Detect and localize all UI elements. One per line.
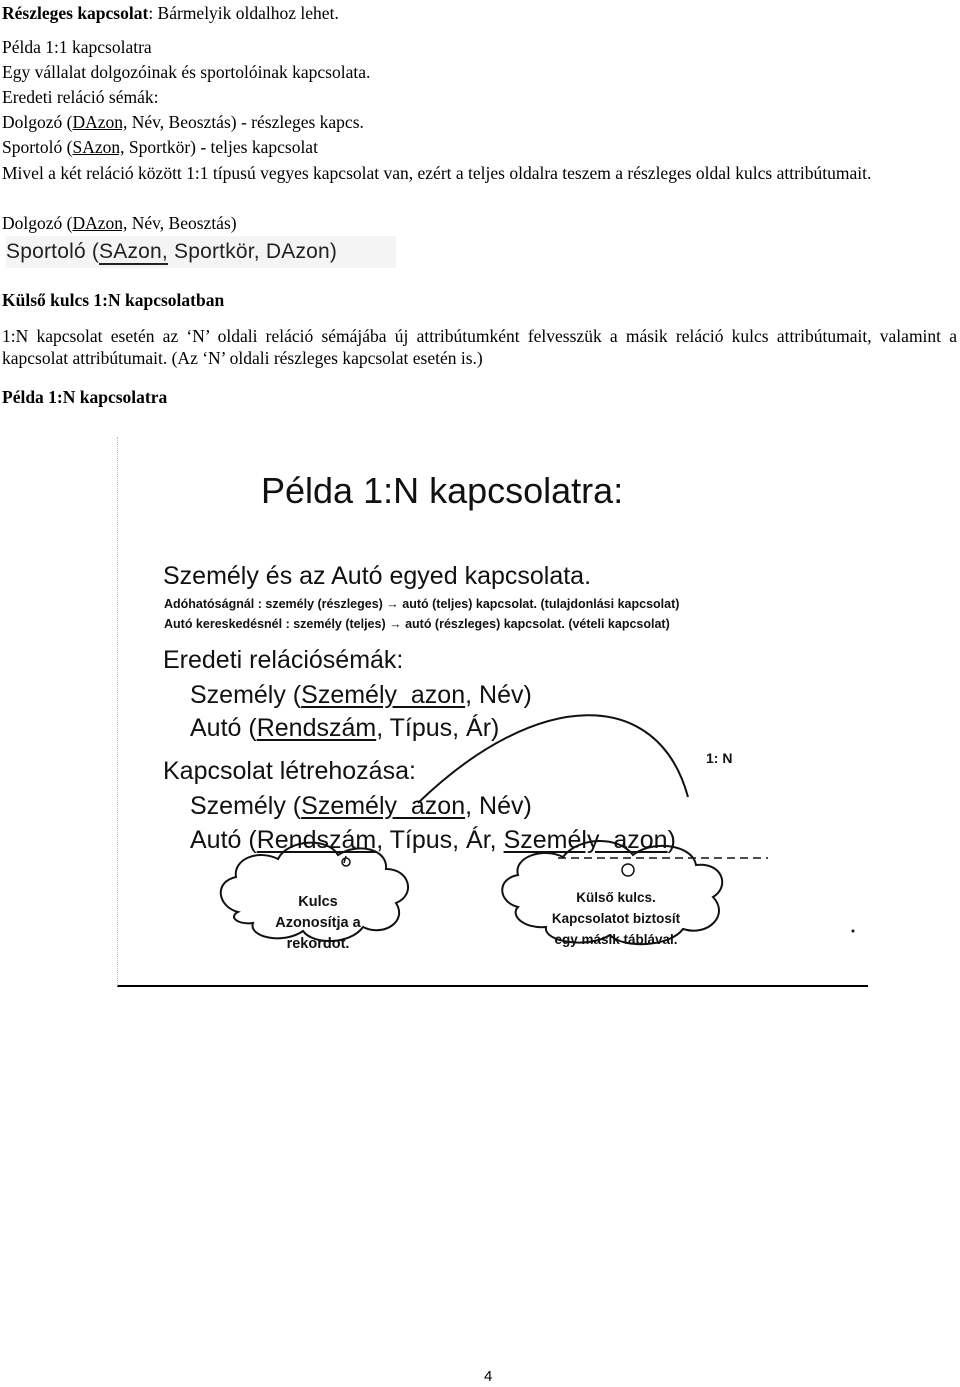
dolgozo-result-key: DAzon, (72, 213, 128, 233)
orig-car-pre: Autó ( (190, 714, 257, 742)
figure-title: Példa 1:N kapcsolatra: (261, 470, 624, 511)
partial-relationship-line (2, 2, 339, 24)
create-relationship-heading: Kapcsolat létrehozása: (163, 757, 416, 785)
new-car-pre: Autó ( (190, 826, 257, 854)
figure-note-tax: Adóhatóságnál : személy (részleges) → autó (teljes) kapcsolat. (tulajdonlási kapcsolat) (164, 597, 680, 611)
example-1n-figure (117, 437, 868, 987)
page-number: 4 (484, 1368, 493, 1385)
sportolo-image-pre: Sportoló ( (6, 240, 100, 263)
relationship-arc (418, 715, 688, 803)
cardinality-label: 1: N (706, 750, 733, 766)
sportolo-key: SAzon, (72, 137, 125, 157)
dolgozo-schema (2, 111, 364, 133)
dolgozo-result-schema (2, 212, 237, 234)
foreign-key-cloud-line2: Kapcsolatot biztosít (551, 911, 681, 926)
orig-person-pre: Személy ( (190, 681, 302, 709)
new-car-post: ) (667, 826, 676, 854)
example-1n-heading: Példa 1:N kapcsolatra (2, 387, 168, 407)
key-cloud-line3: rekordot. (286, 936, 350, 952)
new-car-foreign-key: Személy_azon (503, 826, 668, 854)
dolgozo-key: DAzon, (72, 112, 128, 132)
figure-subtitle: Személy és az Autó egyed kapcsolata. (163, 562, 592, 590)
new-person-key: Személy_azon (301, 792, 466, 820)
sportolo-schema-post: Sportkör) - teljes kapcsolat (124, 137, 318, 157)
orig-car-post: , Típus, Ár) (376, 714, 500, 742)
foreign-key-cloud-line1: Külső kulcs. (576, 890, 656, 905)
dolgozo-schema-post: Név, Beosztás) - részleges kapcs. (127, 112, 364, 132)
new-car-mid: , Típus, Ár, (376, 826, 504, 854)
key-cloud-line1: Kulcs (298, 894, 338, 910)
new-car-key: Rendszám (256, 826, 377, 854)
partial-relationship-term: Részleges kapcsolat (2, 3, 149, 23)
new-person-pre: Személy ( (190, 792, 302, 820)
example-11-line1: Egy vállalat dolgozóinak és sportolóinak kapcsolata. (2, 62, 371, 82)
foreign-key-heading: Külső kulcs 1:N kapcsolatban (2, 290, 225, 310)
orig-person-post: , Név) (465, 681, 532, 709)
foreign-key-cloud-text (526, 887, 706, 950)
new-person-post: , Név) (465, 792, 532, 820)
key-cloud-pointer (344, 856, 346, 863)
stray-dot (852, 930, 855, 933)
figure-note-dealer: Autó kereskedésnél : személy (teljes) → autó (részleges) kapcsolat. (vételi kapcsolat) (164, 617, 670, 631)
key-face-icon (342, 858, 350, 866)
figure-decorations (118, 437, 868, 985)
key-cloud-text (248, 892, 388, 955)
example-11-title: Példa 1:1 kapcsolatra (2, 37, 152, 57)
dolgozo-schema-pre: Dolgozó ( (2, 112, 73, 132)
orig-person-key: Személy_azon (301, 681, 466, 709)
sportolo-schema (2, 136, 318, 158)
dolgozo-result-post: Név, Beosztás) (127, 213, 237, 233)
sportolo-result-image (6, 236, 396, 268)
key-cloud-line2: Azonosítja a (275, 915, 361, 931)
sportolo-schema-pre: Sportoló ( (2, 137, 73, 157)
partial-relationship-desc: : Bármelyik oldalhoz lehet. (148, 3, 339, 23)
orig-car-key: Rendszám (256, 714, 377, 742)
foreign-key-cloud-line3: egy másik táblával. (554, 932, 678, 947)
sportolo-image-key: SAzon, (99, 240, 168, 263)
foreign-key-paragraph: 1:N kapcsolat esetén az ‘N’ oldali reláció sémájába új attribútumként felvesszük a másik reláció kulcs attribútumait, valamint a kapcsolat attribútumait. (Az ‘N’ oldali részleges kapcsolat esetén is.) (2, 326, 957, 368)
explanation-paragraph: Mivel a két reláció között 1:1 típusú vegyes kapcsolat van, ezért a teljes oldalra teszem a részleges oldal kulcs attribútumait. (2, 163, 872, 183)
sportolo-image-post: Sportkör, DAzon) (167, 240, 338, 263)
dolgozo-result-pre: Dolgozó ( (2, 213, 73, 233)
original-schemas-heading: Eredeti relációsémák: (163, 646, 404, 674)
foreign-key-face-icon (622, 864, 634, 876)
example-11-line2: Eredeti reláció sémák: (2, 87, 159, 107)
